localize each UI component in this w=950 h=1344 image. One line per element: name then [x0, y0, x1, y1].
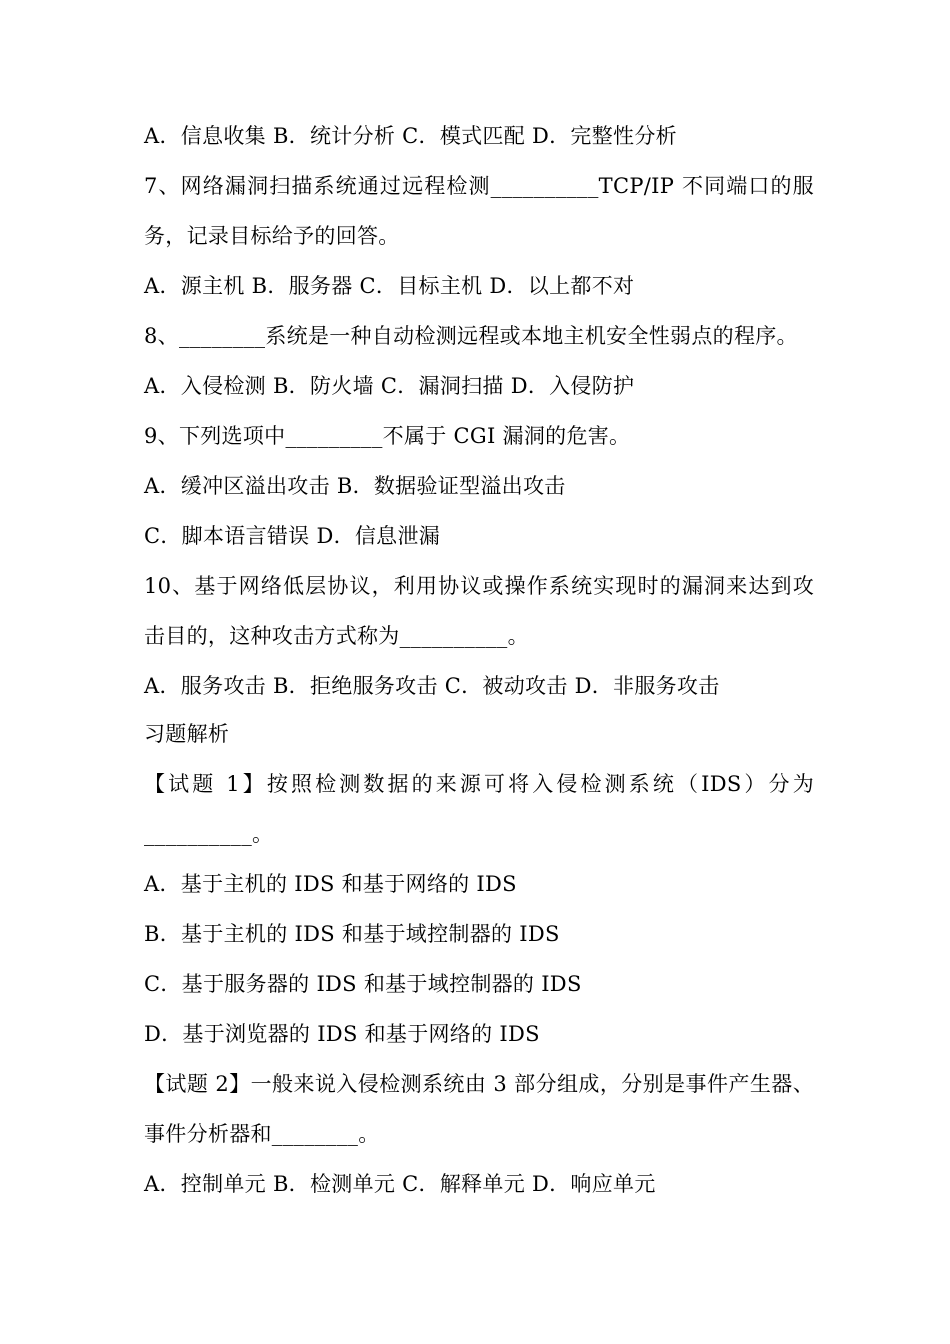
q6-options: A．信息收集 B．统计分析 C．模式匹配 D．完整性分析 [144, 124, 677, 148]
exam-q1-text-line2: __________。 [144, 822, 274, 846]
section-heading: 习题解析 [144, 722, 230, 746]
exam-q2-text-line2: 事件分析器和________。 [144, 1122, 380, 1146]
exam-q1-option-a: A．基于主机的 IDS 和基于网络的 IDS [144, 872, 517, 896]
q10-text-line2: 击目的，这种攻击方式称为__________。 [144, 624, 529, 648]
exam-q1-option-c: C．基于服务器的 IDS 和基于域控制器的 IDS [144, 972, 582, 996]
exam-q2-text-line1: 【试题 2】一般来说入侵检测系统由 3 部分组成，分别是事件产生器、 [144, 1072, 814, 1096]
q10-options: A．服务攻击 B．拒绝服务攻击 C．被动攻击 D．非服务攻击 [144, 674, 720, 698]
q8-text: 8、________系统是一种自动检测远程或本地主机安全性弱点的程序。 [144, 324, 798, 348]
exam-q1-text-line1: 【试题 1】按照检测数据的来源可将入侵检测系统（IDS）分为 [144, 772, 814, 796]
q8-options: A．入侵检测 B．防火墙 C．漏洞扫描 D．入侵防护 [144, 374, 635, 398]
q9-options-line1: A．缓冲区溢出攻击 B．数据验证型溢出攻击 [144, 474, 566, 498]
q7-text-line2: 务，记录目标给予的回答。 [144, 224, 400, 248]
q9-text: 9、下列选项中_________不属于 CGI 漏洞的危害。 [144, 424, 631, 448]
q10-text-line1: 10、基于网络低层协议，利用协议或操作系统实现时的漏洞来达到攻 [144, 574, 814, 598]
q9-options-line2: C．脚本语言错误 D．信息泄漏 [144, 524, 441, 548]
exam-q1-option-d: D．基于浏览器的 IDS 和基于网络的 IDS [144, 1022, 540, 1046]
q7-text-line1: 7、网络漏洞扫描系统通过远程检测__________TCP/IP 不同端口的服 [144, 174, 814, 198]
q7-options: A．源主机 B．服务器 C．目标主机 D．以上都不对 [144, 274, 635, 298]
exam-q2-options: A．控制单元 B．检测单元 C．解释单元 D．响应单元 [144, 1172, 656, 1196]
exam-q1-option-b: B．基于主机的 IDS 和基于域控制器的 IDS [144, 922, 560, 946]
